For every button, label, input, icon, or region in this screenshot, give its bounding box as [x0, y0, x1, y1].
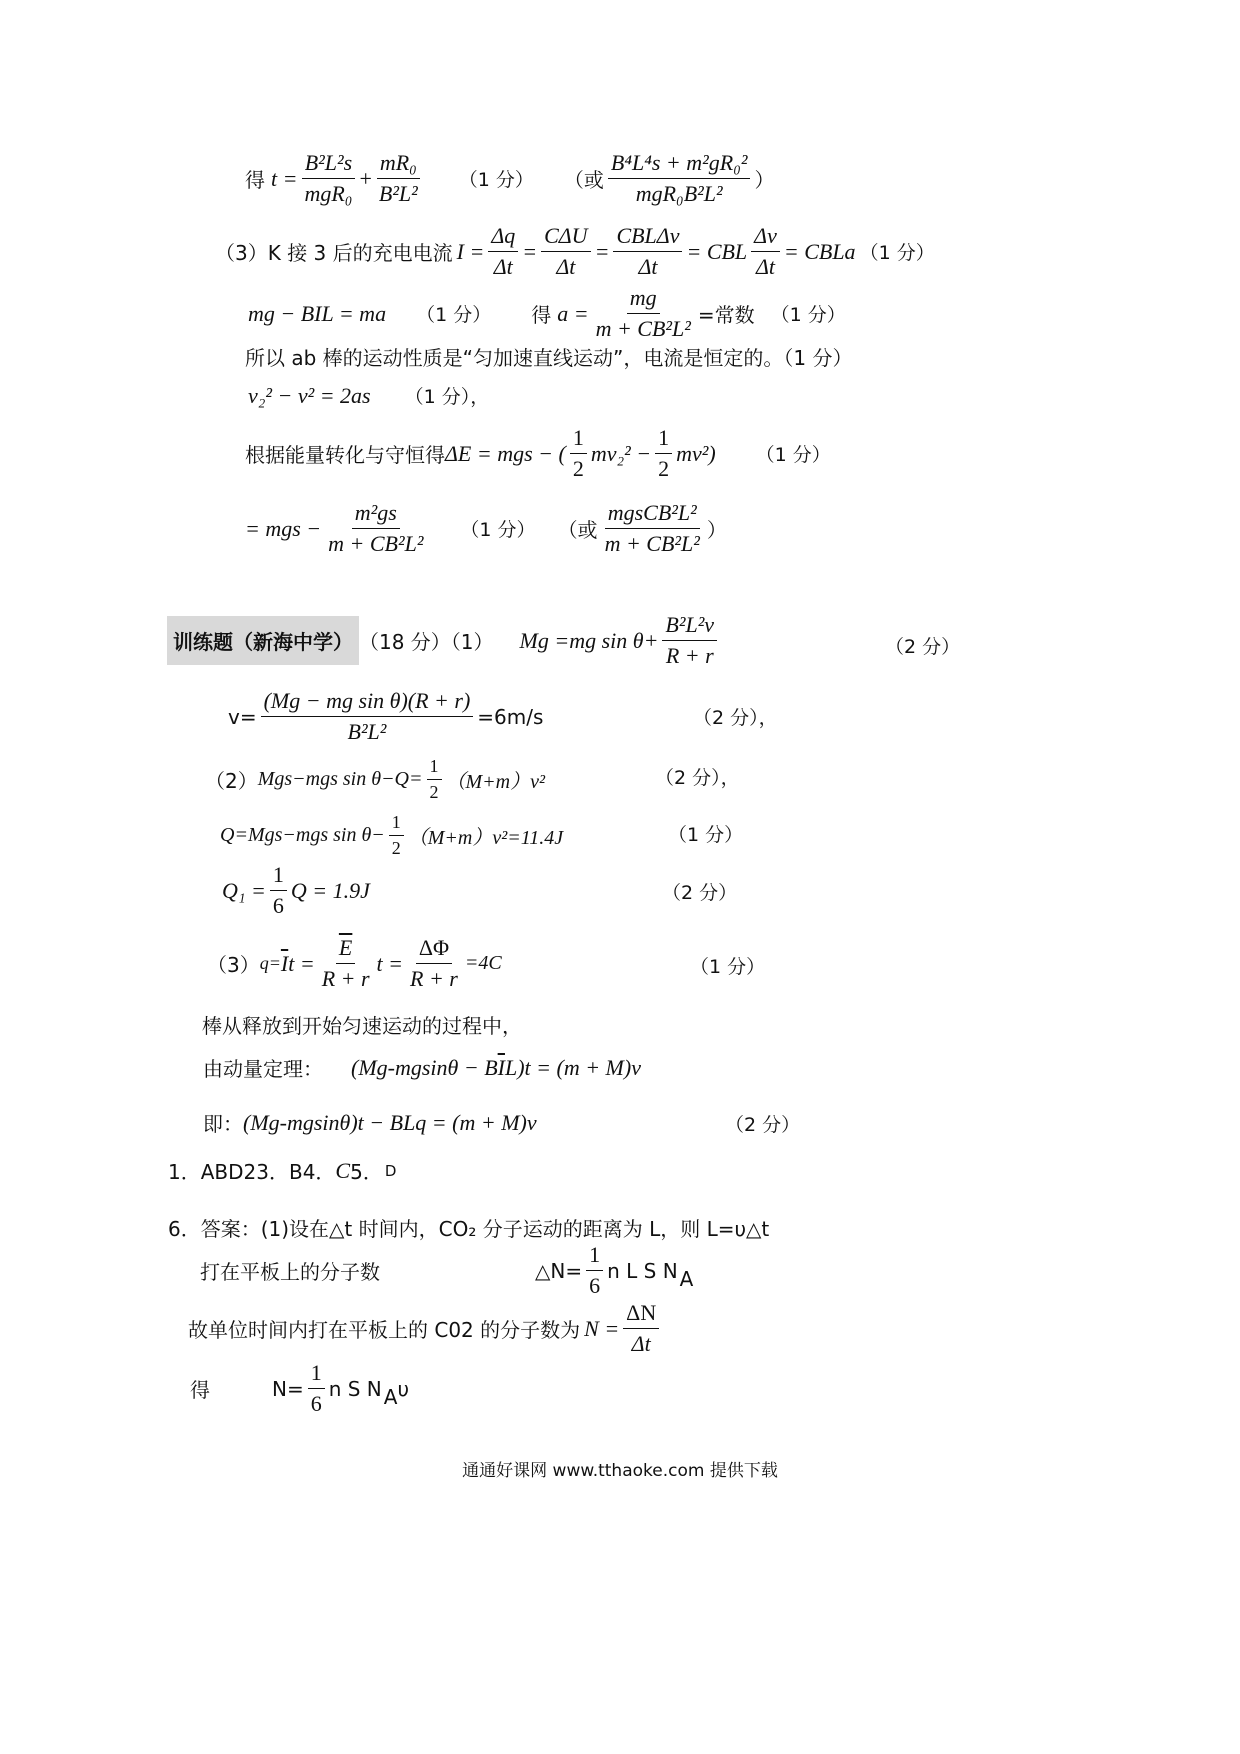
- line-9: [228, 688, 543, 745]
- denominator: Δt: [638, 254, 658, 279]
- math: mv₂² −: [590, 440, 652, 466]
- line-13-score: [690, 952, 765, 979]
- line-17: [168, 1156, 396, 1185]
- score: （1 分）: [458, 169, 534, 191]
- math: t =: [288, 950, 315, 976]
- fraction: [608, 150, 751, 207]
- denominator: Δt: [756, 254, 776, 279]
- denominator: B²L²: [378, 181, 418, 206]
- section-label: 训练题（新海中学）: [167, 616, 359, 665]
- fraction: [270, 862, 287, 919]
- math: =4C: [464, 952, 502, 974]
- numerator: 1: [427, 756, 442, 780]
- score: （1 分）: [460, 519, 536, 541]
- math: C: [335, 1157, 351, 1183]
- fraction: [613, 223, 682, 280]
- math: ΔE = mgs − (: [445, 440, 566, 466]
- math: =: [594, 238, 610, 264]
- denominator: 2: [391, 838, 401, 858]
- math: L)t = (m + M)v: [504, 1054, 641, 1080]
- text: D: [384, 1161, 397, 1180]
- numerator: CΔU: [541, 223, 590, 252]
- text: 5．: [350, 1160, 383, 1184]
- fraction: [570, 425, 587, 482]
- line-20: [188, 1300, 663, 1357]
- fraction: [586, 1242, 603, 1299]
- numerator: Δq: [488, 223, 518, 252]
- fraction: [319, 935, 373, 992]
- math: （M+m）v²=11.4J: [407, 827, 564, 849]
- line-15: [203, 1053, 641, 1082]
- score: （1 分）: [668, 824, 744, 846]
- math: (Mg-mgsinθ − B: [351, 1054, 498, 1080]
- fraction: [662, 612, 717, 669]
- denominator: m + CB²L²: [328, 531, 424, 556]
- text: （3）: [207, 953, 260, 977]
- denominator: R + r: [410, 966, 458, 991]
- denominator: 6: [589, 1273, 601, 1298]
- denominator: 6: [310, 1391, 322, 1416]
- denominator: Δt: [556, 254, 576, 279]
- numerator: Δv: [751, 223, 780, 252]
- numerator: mR₀: [377, 150, 420, 179]
- numerator: B⁴L⁴s + m²gR₀²: [608, 150, 751, 179]
- text: 打在平板上的分子数: [200, 1260, 380, 1284]
- numerator: m²gs: [352, 500, 400, 529]
- text: （或: [563, 168, 604, 192]
- denominator: R + r: [321, 966, 370, 991]
- text: 根据能量转化与守恒得: [245, 443, 445, 467]
- text: N=: [272, 1376, 304, 1401]
- math: t =: [271, 165, 298, 191]
- fraction: [593, 285, 694, 342]
- score: （1 分）: [690, 956, 766, 978]
- line-16-score: [725, 1110, 800, 1137]
- denominator: m + CB²L²: [595, 316, 691, 341]
- math: Q=Mgs−mgs sin θ−: [220, 824, 385, 846]
- line-11-score: [668, 820, 743, 847]
- numerator: B²L²s: [302, 150, 355, 179]
- text: （2）: [205, 769, 258, 793]
- fraction: [389, 812, 404, 859]
- math: v₂² − v² = 2as: [248, 382, 371, 408]
- score: （2 分）: [725, 1114, 801, 1136]
- line-3: [248, 285, 846, 342]
- line-18: [168, 1213, 769, 1242]
- denominator: 2: [658, 456, 670, 481]
- denominator: Δt: [493, 254, 513, 279]
- denominator: 2: [572, 456, 584, 481]
- fraction: [655, 425, 672, 482]
- math: Q₁ =: [222, 877, 266, 903]
- math: = mgs −: [245, 515, 322, 541]
- text: 由动量定理：: [203, 1057, 323, 1081]
- line-1: [245, 150, 774, 207]
- text: 得: [245, 168, 265, 192]
- line-5: [248, 382, 489, 409]
- line-11: [220, 812, 563, 859]
- fraction: [602, 500, 703, 557]
- subscript: A: [383, 1385, 398, 1409]
- math: $\overline{I}$: [497, 1054, 505, 1080]
- denominator: mgR₀B²L²: [635, 181, 723, 206]
- denominator: R + r: [665, 643, 714, 668]
- text: υ: [397, 1376, 410, 1401]
- text: 6．答案：(1)设在△t 时间内，CO₂ 分子运动的距离为 L，则 L=υ△t: [168, 1217, 770, 1241]
- math: $\overline{I}$: [280, 950, 289, 976]
- fraction: [325, 500, 426, 557]
- fraction: [427, 756, 442, 803]
- line-4: [245, 342, 852, 371]
- fraction: [541, 223, 590, 280]
- numerator: $\overline{E}$: [336, 935, 355, 964]
- subscript: A: [679, 1267, 694, 1291]
- numerator: 1: [308, 1360, 325, 1389]
- denominator: Δt: [631, 1331, 651, 1356]
- text: =常数: [697, 303, 755, 327]
- score: （2 分）: [662, 882, 738, 904]
- numerator: mg: [627, 285, 660, 314]
- text: 得: [190, 1378, 210, 1402]
- numerator: 1: [655, 425, 672, 454]
- text: （18 分）（1）: [359, 630, 494, 654]
- fraction: [488, 223, 518, 280]
- math: Mg =mg sin θ+: [519, 627, 659, 653]
- line-13: [207, 935, 502, 992]
- line-10: [205, 756, 545, 803]
- denominator: 6: [272, 893, 284, 918]
- line-6: [245, 425, 831, 482]
- math: mg − BIL = ma: [248, 300, 387, 326]
- math: = CBLa: [783, 238, 856, 264]
- line-9-score: [693, 703, 778, 730]
- denominator: B²L²: [347, 719, 387, 744]
- numerator: (Mg − mg sin θ)(R + r): [261, 688, 474, 717]
- text: ）: [706, 518, 727, 542]
- fraction: [301, 150, 355, 207]
- score: （1 分）: [859, 242, 935, 264]
- line-8: [167, 612, 721, 669]
- numerator: CBLΔv: [613, 223, 682, 252]
- math: （M+m）v²: [445, 771, 545, 793]
- line-7: [245, 500, 727, 557]
- text: v=: [228, 704, 257, 729]
- line-10-score: [655, 763, 740, 790]
- score: （1 分），: [404, 386, 490, 408]
- math: Mgs−mgs sin θ−Q=: [257, 768, 423, 790]
- denominator: 2: [429, 782, 439, 802]
- math: a =: [557, 300, 589, 326]
- math: =: [522, 238, 538, 264]
- score: （1 分）: [770, 304, 846, 326]
- numerator: ΔN: [623, 1300, 659, 1329]
- score: （2 分）: [885, 636, 961, 658]
- score: （2 分），: [655, 767, 740, 789]
- fraction: [308, 1360, 325, 1417]
- line-16: [203, 1108, 537, 1137]
- text: n S N: [328, 1376, 382, 1401]
- numerator: 1: [586, 1242, 603, 1271]
- text: （或: [557, 518, 598, 542]
- numerator: B²L²v: [662, 612, 717, 641]
- math: mv²): [676, 440, 716, 466]
- math: (Mg-mgsinθ)t − BLq = (m + M)v: [243, 1109, 537, 1135]
- math: t =: [376, 950, 404, 976]
- line-12-score: [662, 878, 737, 905]
- line-12: [222, 862, 370, 919]
- denominator: mgR₀: [304, 181, 353, 206]
- numerator: ΔΦ: [416, 935, 452, 964]
- numerator: mgsCB²L²: [605, 500, 700, 529]
- denominator: m + CB²L²: [604, 531, 700, 556]
- fraction: [376, 150, 421, 207]
- fraction: [623, 1300, 659, 1357]
- line-19: [200, 1242, 693, 1299]
- math: N =: [584, 1315, 620, 1341]
- math: q=: [259, 953, 281, 973]
- operator: +: [359, 165, 372, 191]
- fraction: [261, 688, 474, 745]
- score: （1 分）: [416, 304, 492, 326]
- text: 所以 ab 棒的运动性质是“匀加速直线运动”，电流是恒定的。（1 分）: [245, 346, 853, 370]
- text: 棒从释放到开始匀速运动的过程中，: [202, 1014, 522, 1038]
- math: = CBL: [686, 238, 748, 264]
- text: ）: [754, 168, 775, 192]
- text: n L S N: [607, 1258, 678, 1283]
- line-21: [190, 1360, 409, 1417]
- math: I =: [456, 238, 485, 264]
- text: 即：: [203, 1112, 243, 1136]
- text: =6m/s: [477, 704, 544, 729]
- score: （2 分），: [693, 707, 778, 729]
- score: （1 分）: [755, 444, 831, 466]
- text: △N=: [535, 1258, 583, 1283]
- numerator: 1: [270, 862, 287, 891]
- text: 故单位时间内打在平板上的 C02 的分子数为: [188, 1318, 581, 1342]
- text: 得: [531, 303, 552, 327]
- fraction: [407, 935, 461, 992]
- numerator: 1: [389, 812, 404, 836]
- fraction: [751, 223, 780, 280]
- math: Q = 1.9J: [290, 877, 370, 903]
- line-2: [215, 223, 935, 280]
- text: （3）K 接 3 后的充电电流: [215, 241, 453, 265]
- numerator: 1: [570, 425, 587, 454]
- footer: 通通好课网 www.tthaoke.com 提供下载: [462, 1461, 778, 1481]
- text: 1．ABD23．B4．: [168, 1160, 336, 1184]
- line-8-score: [885, 632, 960, 659]
- line-14: [202, 1010, 522, 1039]
